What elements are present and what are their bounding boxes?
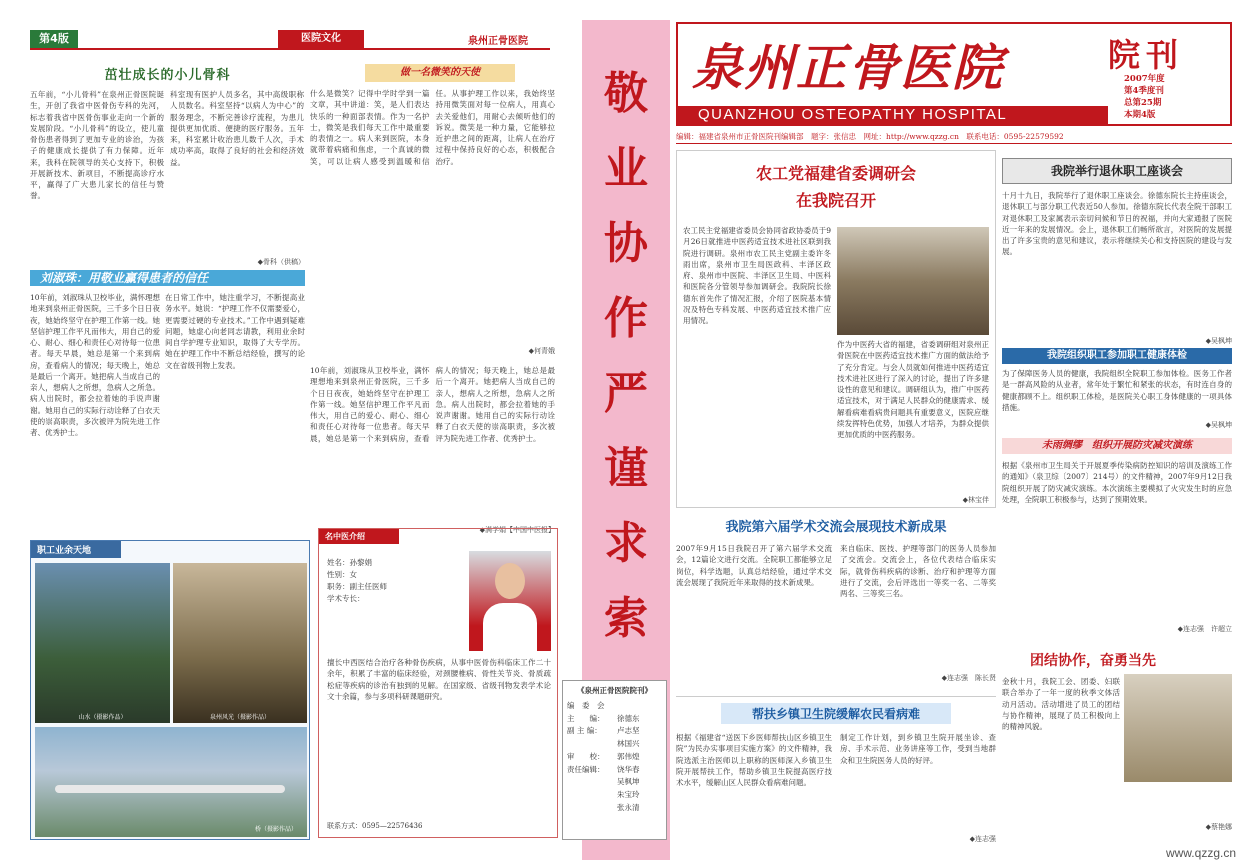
editorial-row <box>567 764 662 777</box>
article-body: 根据《泉州市卫生局关于开展夏季传染病防控知识的培训及演练工作的通知》（泉卫综〔2007〕214号）的文件精神，2007年9月12日我院组织开展了防灾减灾演练。本次演练主要模拟了火灾发生时的应急处理，全院职工积极参与，达到了预期效果。 <box>1002 461 1232 504</box>
calligraphy-title: 泉州正骨医院 <box>692 38 1004 97</box>
article-body: 农工民主党福建省委员会协同省政协委员于9月26日就推进中医药适宜技术进社区联到我院进行调研。泉州市农工民主党副主委许冬雨出席，泉州市卫生局医政科、丰泽区政府、泉州市中医院、丰泽区卫生局、中医科和医院各分管领导参加调研会。我院院长徐德东首先作了情况汇报，介绍了医院基本情况及特色专科发展、中医药适宜技术推广应用情况。 <box>683 226 831 325</box>
photo-caption: 山水（摄影作品） <box>78 714 127 721</box>
banner-checkup <box>1002 348 1232 364</box>
article-body: 作为中医药大省的福建，省委调研组对泉州正骨医院在中医药适宜技术推广方面的做法给予了充分肯定。与会人员就如何推进中医药适宜技术进社区进行了深入的讨论，提出了许多建设性的意见和建议。调研组认为，推广中医药适宜技术，对于满足人民群众的健康需求、缓解看病难看病贵问题具有重要意义，医院应继续发挥特色优势，加强人才培养，为群众提供更加优质的中医药服务。 <box>837 340 989 439</box>
english-title: QUANZHOU OSTEOPATHY HOSPITAL <box>698 106 1008 123</box>
article-title: 茁壮成长的小儿骨科 <box>104 68 231 83</box>
editorial-value: 张永清 <box>617 802 640 812</box>
article-pediatric <box>30 58 305 268</box>
article-title: 我院组织职工参加职工健康体检 <box>1047 350 1187 361</box>
article-smile <box>310 58 555 358</box>
editorial-box <box>562 680 667 840</box>
byline: ◆满学娟【中国中医报】 <box>479 526 555 534</box>
editorial-value: 吴枫坤 <box>617 777 640 787</box>
article-body: 金秋十月，我院工会、团委、妇联联合举办了一年一度的秋季文体活动月活动。活动增进了员工的团结与协作精神，展现了员工积极向上的精神风貌。 <box>1002 677 1120 731</box>
slogan <box>582 56 670 656</box>
kan-title: 院刊 <box>1108 36 1185 74</box>
article-body: 来自临床、医技、护理等部门的医务人员参加了交流会。交流会上，各位代表结合临床实际，就骨伤科疾病的诊断、治疗和护理等方面进行了交流，会后评选出一等奖一名、二等奖两名、三等奖三名。 <box>840 544 996 598</box>
issue-info <box>1124 74 1165 122</box>
doctor-gender: 性别：女 <box>327 570 357 579</box>
article-title: 我院第六届学术交流会展现技术新成果 <box>725 520 947 535</box>
byline: ◆何青娥 <box>528 347 555 355</box>
editorial-row <box>567 738 662 751</box>
banner-retiree <box>1002 158 1232 184</box>
issue-pages: 本期4版 <box>1124 109 1156 120</box>
slogan-char: 作 <box>604 293 648 344</box>
article-body: 什么是微笑？记得中学时学到一篇文章，其中讲道：笑，是人们表达快乐的一种面部表情。作为一名护士，微笑是我们每天工作中最重要的表情之一。病人来到医院，本身就带着病痛和焦虑，一个真诚的微笑，可以让病人感受到温暖和信任。从事护理工作以来，我始终坚持用微笑面对每一位病人，用真心去关爱他们，用耐心去倾听他们的诉说。微笑是一种力量，它能够拉近护患之间的距离，让病人在治疗过程中保持良好的心态，积极配合治疗。 <box>310 89 555 166</box>
byline: ◆蔡艳娜 <box>1205 823 1232 831</box>
article-title: 团结协作，奋勇当先 <box>1030 653 1156 669</box>
photo-section <box>30 540 310 840</box>
article-title: 做一名微笑的天使 <box>365 64 515 82</box>
left-page <box>0 0 578 864</box>
banner-drill <box>1002 438 1232 454</box>
article-body: 为了保障医务人员的健康，我院组织全院职工参加体检。医务工作者是一群高风险的从业者，常年处于繁忙和紧张的状态，有时连自身的健康都顾不上。组织职工体检，是医院关心职工身体健康的一项具体措施。 <box>1002 369 1232 412</box>
doctor-photo <box>469 551 551 651</box>
editorial-row <box>567 802 662 815</box>
doctor-section-title: 名中医介绍 <box>319 529 399 544</box>
editorial-key: 审 校： <box>567 751 605 761</box>
byline: ◆连志强 许超立 <box>1177 625 1232 633</box>
slogan-char: 业 <box>604 143 648 194</box>
photo-landscape <box>35 563 170 723</box>
article-body: 10年前，刘淑珠从卫校毕业，满怀理想地来到泉州正骨医院，三千多个日日夜夜，她始终坚守在护理工作第一线。她坚信护理工作平凡而伟大，用自己的爱心、耐心、细心和责任心对待每一位患者。每天早晨，她总是第一个来到病房，查看病人的情况；每天晚上，她总是最后一个离开。她把病人当成自己的亲人，想病人之所想，急病人之所急。病人出院时，都会拉着她的手说声谢谢。她用自己的实际行动诠释了白衣天使的崇高职责，多次被评为院先进工作者、优秀护士。 <box>310 366 555 443</box>
article-title: 我院举行退休职工座谈会 <box>1050 164 1183 178</box>
masthead <box>676 22 1232 126</box>
byline: ◆连志强 <box>969 835 996 843</box>
editorial-row <box>567 713 662 726</box>
editorial-key <box>567 776 617 789</box>
banner-liu <box>30 270 305 286</box>
article-body: 10年前，刘淑珠从卫校毕业，满怀理想地来到泉州正骨医院，三千多个日日夜夜，她始终坚守在护理工作第一线。她坚信护理工作平凡而伟大，用自己的爱心、耐心、细心和责任心对待每一位患者。每天早晨，她总是第一个来到病房，查看病人的情况；每天晚上，她总是最后一个离开。她把病人当成自己的亲人，想病人之所想，急病人之所急。病人出院时，都会拉着她的手说声谢谢。她用自己的实际行动诠释了白衣天使的崇高职责，多次被评为院先进工作者、优秀护士。 <box>30 293 160 437</box>
article-body: 十月十九日，我院举行了退休职工座谈会。徐德东院长主持座谈会，退休职工与部分职工代表近50人参加。徐德东院长代表全院干部职工对退休职工及家属表示亲切问候和节日的祝福，并向大家通报了医院近一年来的发展情况。会上，退休职工们畅所欲言，对医院的发展提出了许多宝贵的意见和建议，表示将继续关心和支持医院的建设与发展。 <box>1002 191 1232 257</box>
editorial-value: 郭伟煌 <box>617 751 640 761</box>
doctor-profile <box>318 528 558 838</box>
editorial-key: 编 委 会 <box>567 700 605 710</box>
article-title: 刘淑珠：用敬业赢得患者的信任 <box>40 271 209 285</box>
editorial-value: 饶华春 <box>617 764 640 774</box>
editorial-row <box>567 751 662 764</box>
bridge-shape <box>55 785 285 793</box>
editorial-value: 林国兴 <box>617 739 640 748</box>
doctor-face <box>495 563 525 599</box>
logo-text: 泉州正骨医院 <box>468 36 528 47</box>
byline: ◆骨科（供稿） <box>257 258 305 266</box>
article-body: 科室现有医护人员多名，其中高级职称人员数名。科室坚持“以病人为中心”的服务理念，不断完善诊疗流程，为患儿提供更加优质、便捷的医疗服务。五年来，科室累计收治患儿数千人次，手术成功率高，取得了良好的社会和经济效益。 <box>170 90 304 167</box>
article-body: 制定工作计划，到乡镇卫生院开展坐诊、查房、手术示范、业务讲座等工作，受到当地群众和卫生院医务人员的好评。 <box>840 733 996 765</box>
doctor-title: 职务：副主任医师 <box>327 582 387 591</box>
doctor-body: 擅长中西医结合治疗各种骨伤疾病，从事中医骨伤科临床工作二十余年，积累了丰富的临床经验，对颈腰椎病、骨性关节炎、骨质疏松症等疾病的诊治有独到的见解。在国家级、省级刊物发表学术论文十余篇，参与多项科研课题研究。 <box>327 658 551 701</box>
editorial-value: 卢志坚 <box>617 726 640 736</box>
photo-scenery <box>173 563 307 723</box>
editorial-key: 主 编： <box>567 713 605 723</box>
doctor-coat <box>483 603 537 651</box>
slogan-char: 敬 <box>604 68 648 119</box>
right-page <box>672 0 1242 864</box>
section-tag: 医院文化 <box>278 30 364 48</box>
doctor-name: 姓名：孙黎娟 <box>327 558 372 567</box>
activity-photo <box>1124 674 1232 782</box>
photo-caption: 桥（摄影作品） <box>254 826 297 833</box>
editorial-row <box>567 725 662 738</box>
article-body: 根据《福建省“送医下乡医师帮扶山区乡镇卫生院”为民办实事项目实施方案》的文件精神，我院选派主治医师以上职称的医师深入乡镇卫生院开展帮扶工作，帮助乡镇卫生院提高医疗技术水平，缓解山区人民群众看病难问题。 <box>676 733 832 787</box>
photo-caption: 泉州风光（摄影作品） <box>209 714 270 721</box>
byline: ◆吴枫坤 <box>1205 421 1232 429</box>
slogan-char: 严 <box>604 368 648 419</box>
issue-number: 第4季度刊 <box>1124 85 1164 96</box>
editorial-value: 徐德东 <box>617 713 640 723</box>
article-subtitle: 在我院召开 <box>795 191 876 210</box>
article-body: 2007年9月15日我院召开了第六届学术交流会，12篇论文进行交流。全院职工都能够立足岗位，科学选题，认真总结经验，通过学术交流会展现了我院近年来取得的技术新成果。 <box>676 544 832 587</box>
slogan-char: 协 <box>604 218 648 269</box>
english-bar <box>678 106 1108 124</box>
editorial-value: 朱宝玲 <box>617 790 640 799</box>
editorial-key <box>567 802 617 815</box>
byline: ◆吴枫坤 <box>1205 337 1232 345</box>
editorial-row <box>567 776 662 789</box>
watermark: www.qzzg.cn <box>1165 846 1236 860</box>
photo-section-title: 职工业余天地 <box>31 541 121 558</box>
doctor-contact: 联系方式：0595—22576436 <box>327 822 423 830</box>
article-academic <box>676 512 996 692</box>
slogan-char: 求 <box>604 518 648 569</box>
editorial-key <box>567 738 617 751</box>
issue-total: 总第25期 <box>1124 97 1162 108</box>
editorial-key: 责任编辑： <box>567 764 605 774</box>
byline: ◆林宝伴 <box>962 496 989 504</box>
slogan-char: 谨 <box>604 443 648 494</box>
editorial-row <box>567 700 662 713</box>
editorial-key: 副 主 编： <box>567 726 602 736</box>
editorial-title: 《泉州正骨医院院刊》 <box>577 686 652 695</box>
left-header <box>30 30 550 50</box>
issue-badge: 第4版 <box>30 30 78 48</box>
article-rural-aid <box>676 696 996 860</box>
article-title: 农工党福建省委调研会 <box>755 164 916 183</box>
meeting-photo <box>837 227 989 335</box>
article-body: 在日常工作中，她注重学习，不断提高业务水平。她说：“护理工作不仅需要爱心，更需要过硬的专业技术。”工作中遇到疑难问题，她虚心向老同志请教，利用业余时间自学护理专业知识，取得了大专学历。她在护理工作中不断总结经验，撰写的论文在省级刊物上发表。 <box>165 293 305 370</box>
article-party-survey <box>676 150 996 508</box>
photo-bridge <box>35 727 307 837</box>
editorial-row <box>567 789 662 802</box>
doctor-info <box>327 557 387 605</box>
slogan-char: 索 <box>604 593 648 644</box>
article-title: 帮扶乡镇卫生院缓解农民看病难 <box>721 703 951 724</box>
issue-year: 2007年度 <box>1124 74 1165 84</box>
article-title: 未雨绸缪 组织开展防灾减灾演练 <box>1042 440 1192 451</box>
byline: ◆连志强 陈长贤 <box>941 674 996 682</box>
info-bar: 编辑：福建省泉州市正骨医院刊编辑部 题字：张信忠 网址：http://www.qzzg.cn 联系电话：0595-22579592 <box>676 130 1232 144</box>
editorial-key <box>567 789 617 802</box>
doctor-specialty: 学术专长： <box>327 594 365 603</box>
article-body: 五年前，“小儿骨科”在泉州正骨医院诞生，开创了我省中医骨伤专科的先河，标志着我省中医骨伤事业走向一个新的发展阶段。“小儿骨科”的设立，使儿童骨伤患者得到了更加专业的诊治，为孩子的健康成长提供了有力保障。近年来，我科在院领导的关心支持下，积极开展新技术、新项目，不断提高诊疗水平，赢得了广大患儿家长的信任与赞誉。 <box>30 90 164 201</box>
